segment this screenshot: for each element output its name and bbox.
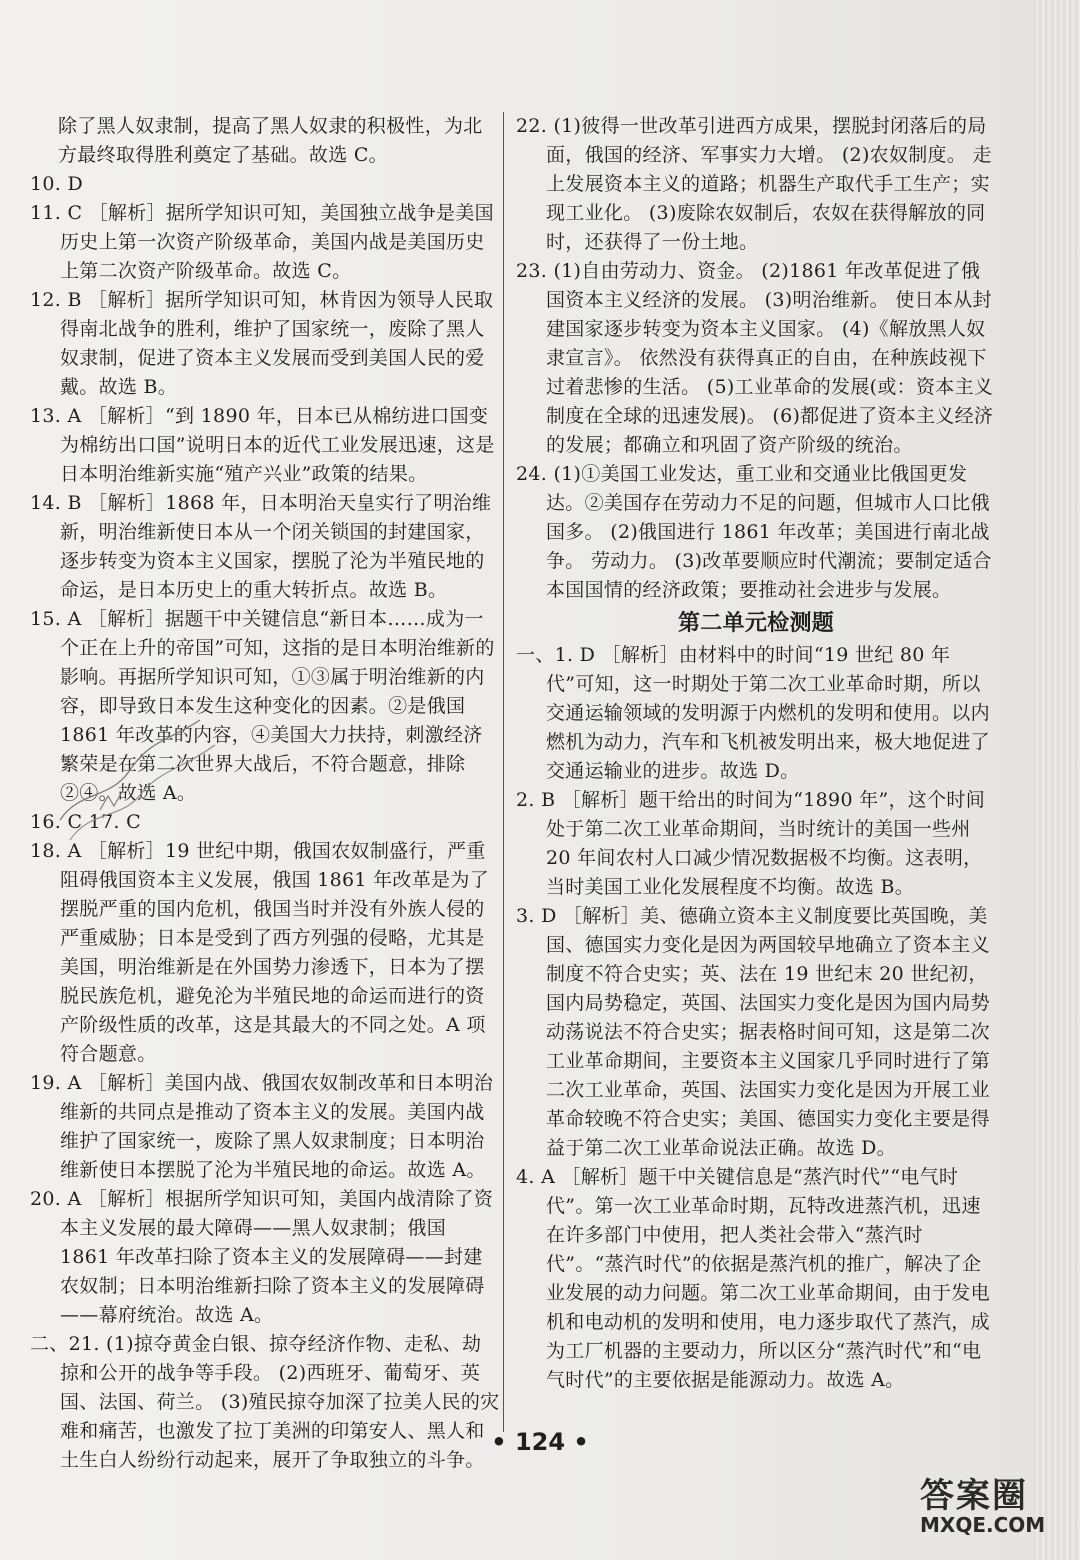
right-answers-unit1 bbox=[516, 112, 996, 605]
watermark-logo bbox=[920, 1468, 1045, 1537]
left-column bbox=[30, 112, 500, 1475]
answer-item: 13. A ［解析］“到 1890 年，日本已从棉纺进口国变为棉纺出口国”说明日本的近代工业发展迅速，这是日本明治维新实施“殖产兴业”政策的结果。 bbox=[30, 405, 495, 485]
answer-item: 20. A ［解析］根据所学知识可知，美国内战清除了资本主义发展的最大障碍——黑人奴隶制；俄国 1861 年改革扫除了资本主义的发展障碍——封建农奴制；日本明治维新扫除了资本主义的发展障碍——幕府统治。故选 A。 bbox=[30, 1188, 494, 1326]
answer-item: 15. A ［解析］据题干中关键信息“新日本……成为一个正在上升的帝国”可知，这指的是日本明治维新的影响。再据所学知识可知，①③属于明治维新的内容，即导致日本发生这种变化的因素。②是俄国 1861 年改革的内容，④美国大力扶持，刺激经济繁荣是在第二次世界大战后，不符合题意，排除②④。故选 A。 bbox=[30, 608, 495, 804]
answer-item: 3. D ［解析］美、德确立资本主义制度要比英国晚，美国、德国实力变化是因为两国较早地确立了资本主义制度不符合史实；英、法在 19 世纪末 20 世纪初，国内局势稳定，英国、法国实力变化是因为国内局势动荡说法不符合史实；据表格时间可知，这是第二次工业革命期间，主要资本主义国家几乎同时进行了第二次工业革命，英国、法国实力变化是因为开展工业革命较晚不符合史实；美国、德国实力变化主要是得益于第二次工业革命说法正确。故选 D。 bbox=[516, 905, 990, 1159]
answer-item: 19. A ［解析］美国内战、俄国农奴制改革和日本明治维新的共同点是推动了资本主义的发展。美国内战维护了国家统一，废除了黑人奴隶制度；日本明治维新使日本摆脱了沦为半殖民地的命运。故选 A。 bbox=[30, 1072, 494, 1181]
watermark-title: 答案圈 bbox=[920, 1476, 1028, 1516]
answer-item: 14. B ［解析］1868 年，日本明治天皇实行了明治维新，明治维新使日本从一个闭关锁国的封建国家，逐步转变为资本主义国家，摆脱了沦为半殖民地的命运，是日本历史上的重大转折点。故选 B。 bbox=[30, 492, 492, 601]
right-answers-unit2 bbox=[516, 641, 996, 1395]
answer-item: 2. B ［解析］题干给出的时间为“1890 年”，这个时间处于第二次工业革命期间，当时统计的美国一些州 20 年间农村人口减少情况数据极不均衡。这表明，当时美国工业化发展程度不均衡。故选 B。 bbox=[516, 789, 985, 898]
answer-item: 除了黑人奴隶制，提高了黑人奴隶的积极性，为北方最终取得胜利奠定了基础。故选 C。 bbox=[58, 115, 483, 166]
answer-item: 18. A ［解析］19 世纪中期，俄国农奴制盛行，严重阻碍俄国资本主义发展，俄国 1861 年改革是为了摆脱严重的国内危机，俄国当时并没有外族人侵的严重威胁；日本是受到了西方列强的侵略，尤其是美国，明治维新是在外国势力渗透下，日本为了摆脱民族危机，避免沦为半殖民地的命运而进行的资产阶级性质的改革，这是其最大的不同之处。A 项符合题意。 bbox=[30, 840, 489, 1065]
answer-item: 24. (1)①美国工业发达，重工业和交通业比俄国更发达。②美国存在劳动力不足的问题，但城市人口比俄国多。 (2)俄国进行 1861 年改革；美国进行南北战争。 劳动力。 (3)改革要顺应时代潮流；要制定适合本国国情的经济政策；要推动社会进步与发展。 bbox=[516, 463, 992, 601]
watermark-url: MXQE.COM bbox=[920, 1513, 1046, 1537]
answer-item: 16. C 17. C bbox=[30, 811, 141, 833]
answer-item: 11. C ［解析］据所学知识可知，美国独立战争是美国历史上第一次资产阶级革命，美国内战是美国历史上第二次资产阶级革命。故选 C。 bbox=[30, 202, 494, 282]
right-column bbox=[516, 112, 996, 1395]
answer-item: 4. A ［解析］题干中关键信息是“蒸汽时代”“电气时代”。第一次工业革命时期，瓦特改进蒸汽机，迅速在许多部门中使用，把人类社会带入“蒸汽时代”。“蒸汽时代”的依据是蒸汽机的推广，解决了企业发展的动力问题。第二次工业革命期间，由于发电机和电动机的发明和使用，电力逐步取代了蒸汽，成为工厂机器的主要动力，所以区分“蒸汽时代”和“电气时代”的主要依据是能源动力。故选 A。 bbox=[516, 1166, 990, 1391]
section-title: 第二单元检测题 bbox=[677, 611, 835, 636]
column-divider bbox=[503, 112, 504, 1432]
answer-item: 10. D bbox=[30, 173, 83, 195]
answer-item: 23. (1)自由劳动力、资金。 (2)1861 年改革促进了俄国资本主义经济的发展。 (3)明治维新。 使日本从封建国家逐步转变为资本主义国家。 (4)《解放黑人奴隶宣言》。 依然没有获得真正的自由，在种族歧视下过着悲惨的生活。 (5)工业革命的发展(或：资本主义制度在全球的迅速发展)。 (6)都促进了资本主义经济的发展；都确立和巩固了资产阶级的统治。 bbox=[516, 260, 994, 456]
answer-item: 22. (1)彼得一世改革引进西方成果，摆脱封闭落后的局面，俄国的经济、军事实力大增。 (2)农奴制度。 走上发展资本主义的道路；机器生产取代手工生产；实现工业化。 (3)废除农奴制后，农奴在获得解放的同时，还获得了一份土地。 bbox=[516, 115, 992, 253]
answer-item: 12. B ［解析］据所学知识可知，林肯因为领导人民取得南北战争的胜利，维护了国家统一，废除了黑人奴隶制，促进了资本主义发展而受到美国人民的爱戴。故选 B。 bbox=[30, 289, 494, 398]
page-number: • 124 • bbox=[491, 1428, 589, 1456]
answer-item: 二、21. (1)掠夺黄金白银、掠夺经济作物、走私、劫掠和公开的战争等手段。 (2)西班牙、葡萄牙、英国、法国、荷兰。 (3)殖民掠夺加深了拉美人民的灾难和痛苦，也激发了拉丁美洲的印第安人、黑人和土生白人纷纷行动起来，展开了争取独立的斗争。 bbox=[30, 1333, 500, 1471]
answer-item: 一、1. D ［解析］由材料中的时间“19 世纪 80 年代”可知，这一时期处于第二次工业革命时期，所以交通运输领域的发明源于内燃机的发明和使用。以内燃机为动力，汽车和飞机被发明出来，极大地促进了交通运输业的进步。故选 D。 bbox=[516, 644, 990, 782]
page-edge-shadow bbox=[1034, 0, 1080, 1560]
